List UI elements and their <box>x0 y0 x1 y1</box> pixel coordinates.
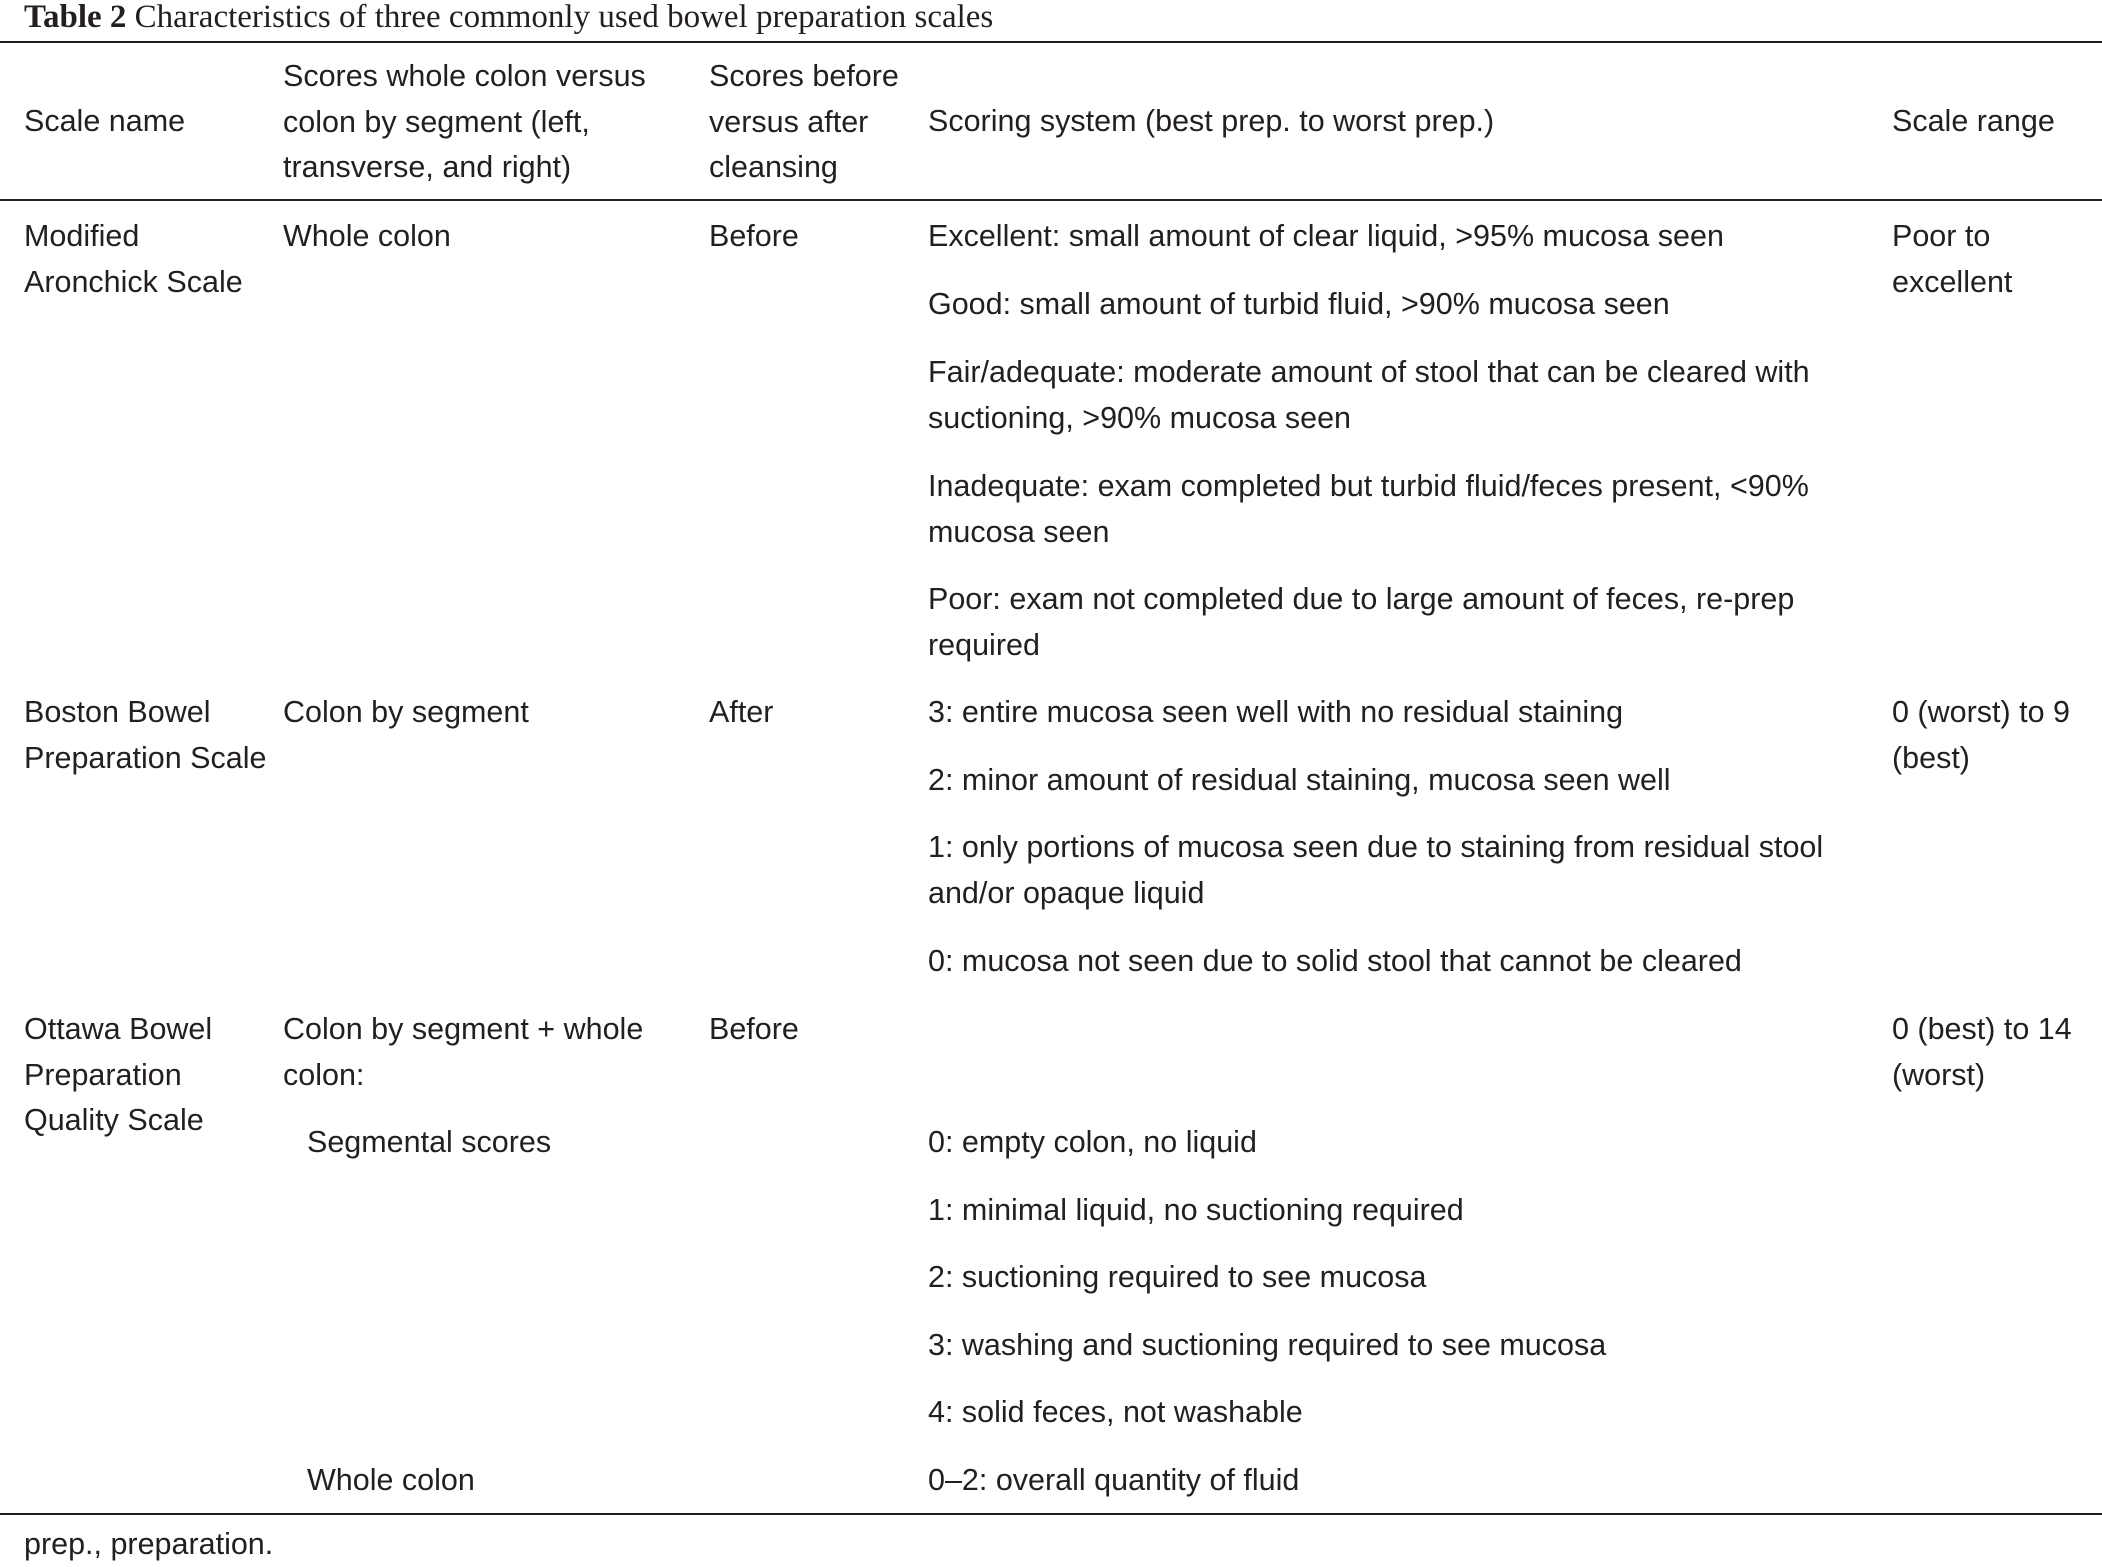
table-header-rule <box>0 199 2102 201</box>
row-ottawa-scoring-whole: 0–2: overall quantity of fluid <box>928 1463 1300 1497</box>
row-ottawa-scoring-4: 4: solid feces, not washable <box>928 1395 1303 1429</box>
row-aronchick-scoring-fair: Fair/adequate: moderate amount of stool that can be cleared with suctioning, >90% mucosa seen <box>928 355 1810 435</box>
table-top-rule <box>0 41 2102 43</box>
row-aronchick-scoring-good: Good: small amount of turbid fluid, >90% mucosa seen <box>928 287 1670 321</box>
table-caption <box>24 0 993 34</box>
row-aronchick-scoring-inadequate: Inadequate: exam completed but turbid fluid/feces present, <90% mucosa seen <box>928 469 1809 549</box>
row-aronchick-scale-range: Poor to excellent <box>1892 219 2013 299</box>
row-aronchick-scoring-poor: Poor: exam not completed due to large amount of feces, re-prep required <box>928 582 1795 662</box>
row-ottawa-scoring-1: 1: minimal liquid, no suctioning required <box>928 1193 1464 1227</box>
row-ottawa-sub-segmental: Segmental scores <box>307 1125 552 1159</box>
table-caption-text: Characteristics of three commonly used bowel preparation scales <box>126 0 994 35</box>
row-boston-scoring-3: 3: entire mucosa seen well with no residual staining <box>928 695 1624 729</box>
row-boston-scale-name: Boston Bowel Preparation Scale <box>24 695 267 775</box>
row-ottawa-scoring-2: 2: suctioning required to see mucosa <box>928 1260 1427 1294</box>
row-ottawa-whole-vs-segment: Colon by segment + whole colon: <box>283 1012 644 1092</box>
row-aronchick-scale-name: Modified Aronchick Scale <box>24 219 243 299</box>
row-aronchick-whole-vs-segment: Whole colon <box>283 219 451 253</box>
row-ottawa-scale-name: Ottawa Bowel Preparation Quality Scale <box>24 1012 213 1137</box>
row-boston-scale-range: 0 (worst) to 9 (best) <box>1892 695 2070 775</box>
row-boston-before-after: After <box>709 695 774 729</box>
table-footnote: prep., preparation. <box>24 1527 274 1561</box>
row-ottawa-scale-range: 0 (best) to 14 (worst) <box>1892 1012 2072 1092</box>
row-ottawa-sub-whole: Whole colon <box>307 1463 475 1497</box>
row-aronchick-before-after: Before <box>709 219 799 253</box>
row-ottawa-scoring-0: 0: empty colon, no liquid <box>928 1125 1257 1159</box>
header-scale-name: Scale name <box>24 104 186 138</box>
header-scores-before-after: Scores before versus after cleansing <box>709 59 899 184</box>
header-scores-whole-vs-segment: Scores whole colon versus colon by segment (left, transverse, and right) <box>283 59 646 184</box>
row-ottawa-scoring-3: 3: washing and suctioning required to see mucosa <box>928 1328 1607 1362</box>
header-scoring-system: Scoring system (best prep. to worst prep.) <box>928 104 1495 138</box>
row-aronchick-scoring-excellent: Excellent: small amount of clear liquid, >95% mucosa seen <box>928 219 1724 253</box>
row-boston-scoring-2: 2: minor amount of residual staining, mucosa seen well <box>928 763 1671 797</box>
table-bottom-rule <box>0 1513 2102 1515</box>
row-boston-whole-vs-segment: Colon by segment <box>283 695 529 729</box>
table-caption-label: Table 2 <box>24 0 127 35</box>
row-ottawa-before-after: Before <box>709 1012 799 1046</box>
row-boston-scoring-0: 0: mucosa not seen due to solid stool that cannot be cleared <box>928 944 1742 978</box>
row-boston-scoring-1: 1: only portions of mucosa seen due to staining from residual stool and/or opaque liquid <box>928 830 1824 910</box>
header-scale-range: Scale range <box>1892 104 2055 138</box>
